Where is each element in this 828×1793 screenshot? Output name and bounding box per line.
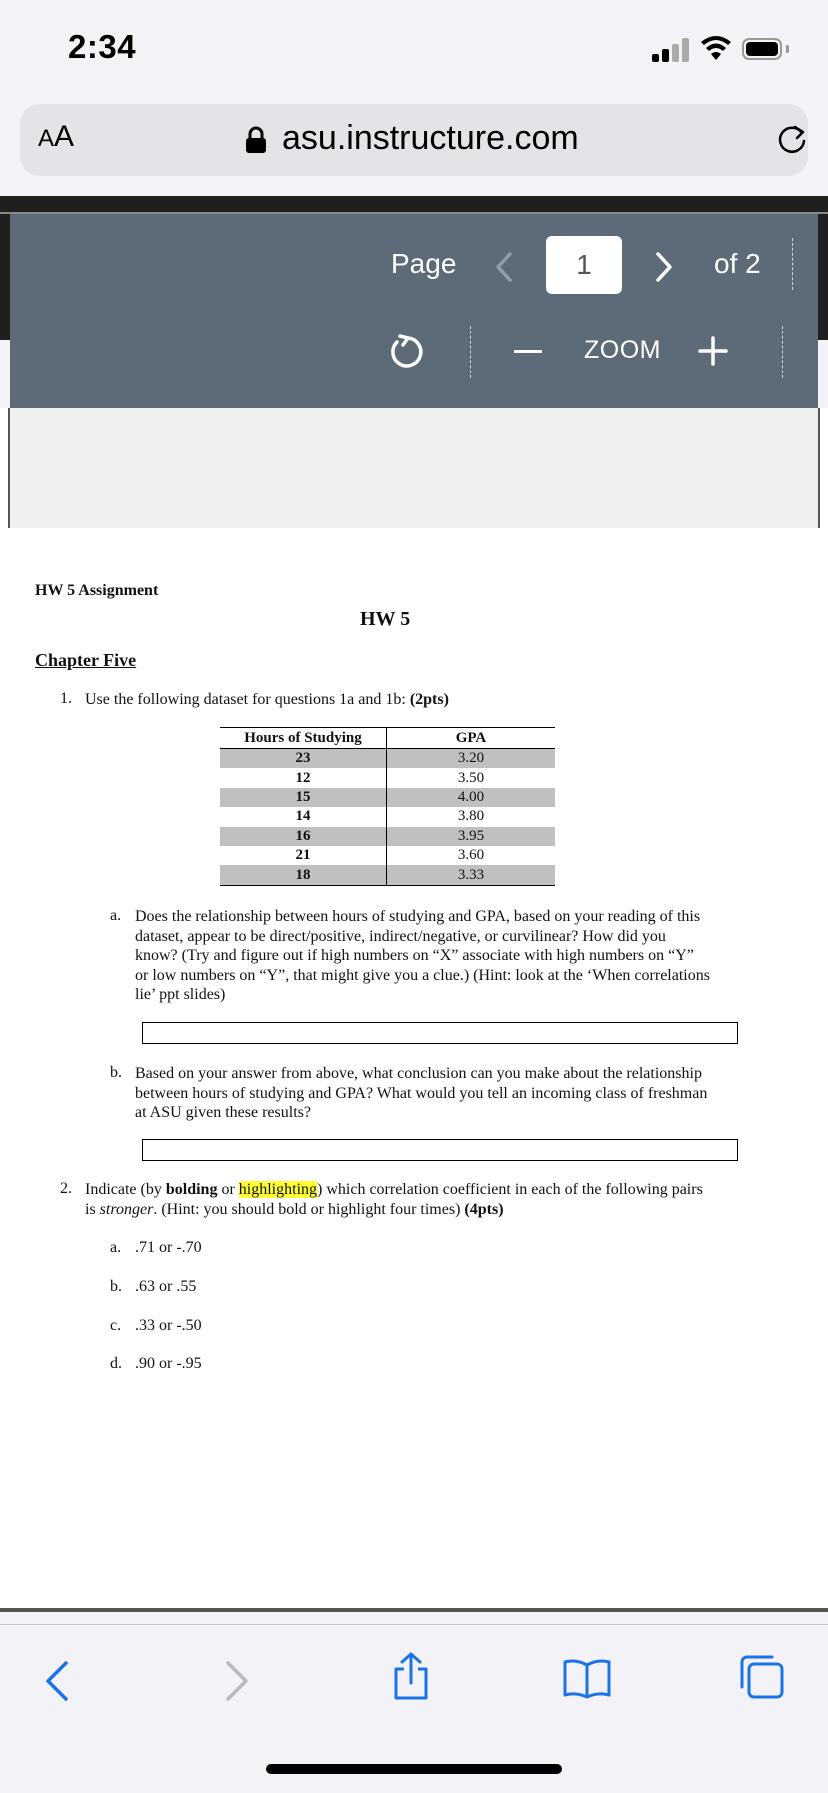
q2-text-part: Indicate (by — [85, 1181, 166, 1198]
question-1b-text — [135, 1064, 707, 1123]
question-2-line-2 — [85, 1200, 745, 1220]
battery-tip — [786, 45, 789, 53]
url-text[interactable]: asu.instructure.com — [282, 119, 579, 157]
q2-italic-word: stronger — [99, 1200, 154, 1218]
choice-a — [110, 1239, 202, 1257]
choice-text: .71 or -.70 — [135, 1239, 202, 1256]
hours-cell: 15 — [220, 788, 387, 807]
viewer-left-edge — [0, 214, 10, 340]
table-row — [220, 827, 555, 846]
address-bar[interactable] — [20, 104, 808, 176]
chapter-heading: Chapter Five — [35, 650, 137, 670]
gpa-cell: 3.33 — [387, 865, 556, 885]
cellular-signal-icon — [652, 38, 692, 62]
question-1b-line: Based on your answer from above, what conclusion can you make about the relationship — [135, 1065, 702, 1082]
table-header-row — [220, 728, 555, 749]
answer-box-1b — [142, 1139, 738, 1161]
question-1-prompt: Use the following dataset for questions 1a and 1b: — [85, 691, 410, 708]
question-1-text — [85, 690, 449, 710]
share-icon[interactable] — [390, 1651, 432, 1701]
toolbar-separator — [792, 238, 793, 290]
choice-text: .33 or -.50 — [135, 1317, 202, 1334]
home-indicator — [266, 1764, 562, 1774]
q2-text-part: . (Hint: you should bold or highlight four times) — [153, 1200, 465, 1218]
dataset-table — [220, 727, 555, 886]
choice-letter: d. — [110, 1355, 122, 1372]
page-number-input[interactable] — [546, 236, 622, 294]
back-icon[interactable] — [42, 1659, 72, 1703]
viewer-right-edge — [818, 214, 828, 340]
toolbar-separator — [782, 326, 783, 378]
document-title: HW 5 — [360, 608, 411, 630]
aa-big: A — [54, 120, 75, 153]
question-1a-line: Does the relationship between hours of studying and GPA, based on your reading of this — [135, 908, 701, 925]
zoom-label: ZOOM — [584, 336, 661, 364]
hours-cell: 16 — [220, 827, 387, 846]
battery-icon — [742, 38, 782, 60]
choice-d — [110, 1355, 202, 1373]
q2-text-part: or — [217, 1181, 239, 1198]
toolbar-separator — [470, 326, 471, 378]
reload-icon[interactable] — [774, 121, 810, 157]
page-count-label: of 2 — [714, 248, 761, 279]
question-2-line-1 — [85, 1180, 745, 1200]
table-row — [220, 846, 555, 865]
previous-page-icon[interactable] — [490, 248, 518, 286]
tabs-icon[interactable] — [738, 1653, 786, 1701]
rotate-icon[interactable] — [386, 332, 426, 372]
viewer-frame-bottom — [0, 1608, 828, 1612]
question-1a-line: dataset, appear to be direct/positive, indirect/negative, or curvilinear? How did you — [135, 927, 666, 945]
hours-cell: 12 — [220, 768, 387, 787]
table-row — [220, 749, 555, 769]
status-time: 2:34 — [68, 28, 137, 65]
choice-letter: c. — [110, 1317, 122, 1334]
gpa-cell: 3.80 — [457, 808, 485, 825]
question-1a-line: know? (Try and figure out if high numbers on “X” associate with high numbers on “Y” — [135, 947, 694, 964]
zoom-in-icon[interactable] — [698, 336, 728, 366]
q2-text-part: is — [85, 1200, 100, 1218]
choice-letter: a. — [110, 1239, 122, 1256]
q2-highlight-word: highlighting — [238, 1181, 318, 1198]
question-1a-letter: a. — [110, 907, 122, 924]
choice-text: .63 or .55 — [135, 1278, 197, 1295]
hours-cell: 21 — [220, 846, 387, 865]
q2-bold-word: bolding — [165, 1181, 218, 1198]
choice-b — [110, 1278, 196, 1296]
bookmarks-icon[interactable] — [562, 1657, 612, 1699]
question-1b-line: at ASU given these results? — [135, 1104, 311, 1121]
q2-text-part: ) which correlation coefficient in each of the following pairs — [317, 1181, 703, 1198]
assignment-header: HW 5 Assignment — [35, 582, 159, 599]
question-1a-text — [135, 907, 710, 1005]
gpa-cell: 3.20 — [387, 749, 556, 769]
q2-points: (4pts) — [464, 1200, 504, 1218]
zoom-out-button[interactable] — [514, 350, 542, 353]
gpa-cell: 3.95 — [387, 827, 556, 846]
hours-cell: 14 — [220, 807, 387, 826]
choice-text: .90 or -.95 — [135, 1355, 202, 1372]
page-gap — [10, 408, 818, 529]
choice-c — [110, 1317, 202, 1335]
hours-cell: 23 — [220, 749, 387, 769]
gpa-cell: 4.00 — [387, 788, 556, 807]
question-1b-letter: b. — [110, 1064, 122, 1081]
aa-small: A — [38, 125, 55, 152]
wifi-icon — [700, 36, 732, 62]
next-page-icon[interactable] — [650, 248, 678, 286]
question-1b-line: between hours of studying and GPA? What would you tell an incoming class of freshman — [135, 1084, 708, 1102]
table-row — [220, 865, 555, 885]
column-header-hours: Hours of Studying — [220, 728, 387, 749]
column-header-gpa: GPA — [387, 728, 556, 749]
status-bar — [0, 0, 828, 100]
answer-box-1a — [142, 1022, 738, 1044]
question-1-points: (2pts) — [409, 691, 449, 708]
table-row — [220, 807, 555, 826]
pdf-viewer-toolbar — [10, 214, 818, 408]
choice-letter: b. — [110, 1278, 122, 1295]
question-1a-line: or low numbers on “Y”, that might give you a clue.) (Hint: look at the ‘When correlations — [135, 966, 710, 984]
question-1a-line: lie’ ppt slides) — [135, 986, 226, 1003]
page-label: Page — [391, 248, 457, 279]
question-2-number: 2. — [60, 1180, 72, 1197]
reader-settings-button[interactable] — [38, 120, 74, 154]
forward-icon[interactable] — [222, 1659, 252, 1703]
question-1-number: 1. — [60, 690, 72, 707]
gpa-cell: 3.50 — [457, 769, 485, 786]
table-row — [220, 788, 555, 807]
hours-cell: 18 — [220, 865, 387, 885]
lock-icon — [245, 126, 267, 154]
gpa-cell: 3.60 — [457, 847, 485, 864]
question-2-text — [85, 1180, 745, 1219]
table-row — [220, 768, 555, 787]
